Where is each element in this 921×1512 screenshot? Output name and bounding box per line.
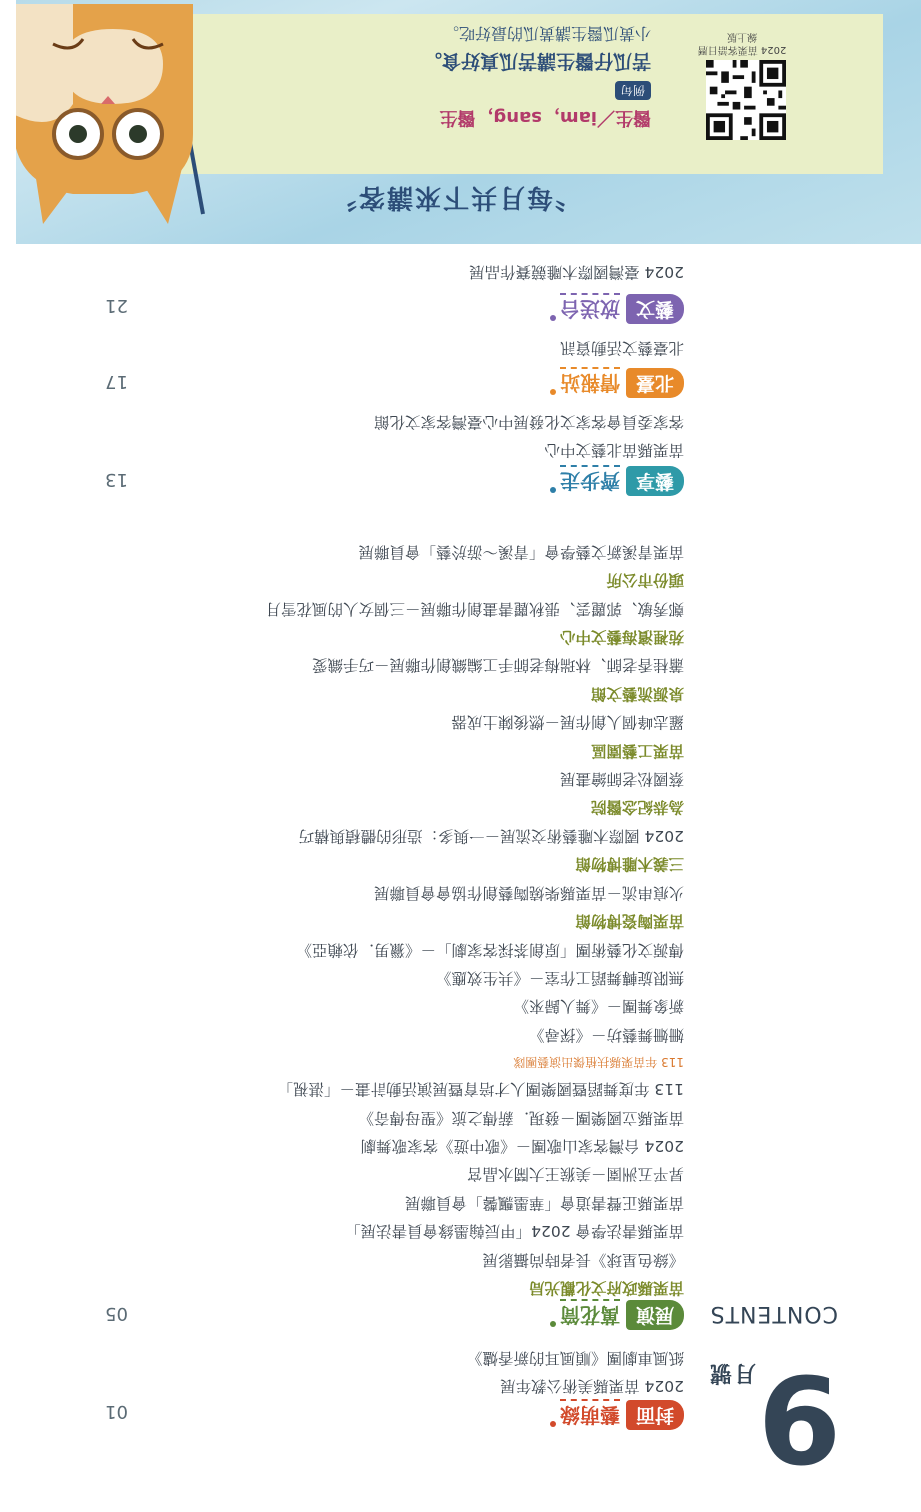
- venue-heading[interactable]: 苗栗陶瓷博物館: [575, 912, 684, 931]
- banner-title: 〝每月共下來講客〞: [328, 182, 581, 212]
- list-item[interactable]: 苗栗縣正聲書道會「華墨飄馨」會員聯展: [404, 1193, 684, 1212]
- section-items-performance: [164, 537, 684, 1302]
- list-item[interactable]: 蕭桂香老師、林瑞梅老師手工編織創作聯展－巧手織愛: [311, 656, 684, 675]
- list-item[interactable]: 苗栗青溪新文藝學會「青溪～游於藝」會員聯展: [358, 542, 684, 561]
- section-title: 齊步走: [560, 465, 620, 497]
- qr-caption: [687, 30, 797, 56]
- list-item[interactable]: 傳源文化藝術團「原創茶採客家劇」－《獵男．依賴亞》: [296, 940, 684, 959]
- section-items-cover: [164, 1343, 684, 1400]
- list-item[interactable]: 紙風車劇團《順風耳的新香爐》: [466, 1348, 684, 1367]
- section-tag: 藝享: [626, 466, 684, 496]
- list-item[interactable]: 羅志峰個人創作展－燃後陳土成器: [451, 713, 684, 732]
- section-title: 情報站: [560, 367, 620, 399]
- venue-heading[interactable]: 三義木雕博物館: [575, 855, 684, 874]
- list-item[interactable]: 北臺藝文活動資訊: [559, 339, 684, 357]
- cat-illustration-icon: [16, 4, 223, 244]
- section-heading-performance[interactable]: [550, 1298, 684, 1332]
- page-number: 01: [105, 1401, 128, 1422]
- section-heading-arts-broadcast[interactable]: [550, 292, 684, 326]
- venue-heading[interactable]: 苑裡濱海藝文中心: [559, 628, 684, 647]
- venue-heading[interactable]: 為恭紀念醫院: [590, 798, 684, 817]
- hakka-banner: [16, 0, 921, 244]
- month-label: 月號: [707, 1360, 756, 1385]
- list-item[interactable]: 苗栗縣書法學會 2024「甲辰翰墨緣會員書法展」: [345, 1222, 684, 1241]
- list-item[interactable]: 113 年度舞蹈暨國樂團人才培育暨展演活動計畫－「湛視」: [277, 1080, 684, 1099]
- section-dot-icon: [550, 315, 556, 321]
- section-tag: 封面: [626, 1400, 684, 1430]
- qr-caption-line: 2024 苗栗客語日曆: [697, 44, 787, 55]
- venue-heading[interactable]: 苗栗工藝園區: [590, 741, 684, 760]
- section-dot-icon: [550, 1321, 556, 1327]
- list-item[interactable]: 姍姍舞藝坊－《探尋》: [528, 1025, 684, 1044]
- list-item[interactable]: 新象舞團－《舞人歸來》: [513, 997, 684, 1016]
- list-item[interactable]: 《綠色星球》長者時尚攝影展: [482, 1250, 684, 1269]
- list-item[interactable]: 昇平五洲園－美猴王大鬧水晶宮: [466, 1165, 684, 1184]
- list-item[interactable]: 無限旋轉舞蹈工作室－《共生效應》: [435, 968, 684, 987]
- banner-author-line: 醫生／iam，sang，醫生: [439, 107, 651, 128]
- list-item[interactable]: 2024 苗栗縣美術公教年展: [500, 1377, 684, 1395]
- section-dot-icon: [550, 1421, 556, 1427]
- section-title: 放送台: [560, 293, 620, 325]
- list-item[interactable]: 火痕串流－苗栗縣柴燒陶藝創作協會會員聯展: [373, 883, 684, 902]
- list-item[interactable]: 2024 臺灣國際木雕競賽作品展: [469, 263, 684, 281]
- section-heading-cover[interactable]: [550, 1398, 684, 1432]
- list-item[interactable]: 苗栗縣苗北藝文中心: [544, 441, 684, 459]
- list-item[interactable]: 苗栗縣立國樂團－發現．薪傳之旅《聖母傳奇》: [358, 1108, 684, 1127]
- section-items-north-info: [164, 334, 684, 362]
- page-number: 17: [105, 371, 128, 392]
- page-number: 05: [105, 1303, 128, 1324]
- month-number: 9: [757, 1347, 841, 1486]
- section-title: 萬花筒: [560, 1299, 620, 1331]
- page-number: 21: [105, 295, 128, 316]
- qr-code-icon[interactable]: [706, 60, 786, 140]
- list-item[interactable]: 蔡國松老師繪畫展: [559, 770, 684, 789]
- contents-label: CONTENTS: [709, 1301, 838, 1326]
- list-item[interactable]: 客家委員會客家文化發展中心臺灣客家文化館: [373, 412, 684, 431]
- page-number: 13: [105, 469, 128, 490]
- section-items-arts-share: [164, 407, 684, 464]
- section-items-arts-broadcast: [164, 258, 684, 286]
- venue-heading[interactable]: 泉源流藝文館: [590, 684, 684, 703]
- section-heading-north-info[interactable]: [550, 366, 684, 400]
- list-item[interactable]: 鄭秀敏、郭麗雲、張秋麗書畫創作聯展－三個女人的風花雪月: [265, 599, 684, 618]
- venue-heading[interactable]: 頭份市公所: [606, 571, 684, 590]
- venue-heading[interactable]: 苗栗縣政府文化觀光局: [528, 1279, 684, 1297]
- section-tag: 北臺: [626, 368, 684, 398]
- sub-heading[interactable]: 113 年苗栗縣扶植傑出演藝團隊: [513, 1054, 684, 1069]
- banner-example-line: 小黃瓜醫生講黃瓜的最好吃。: [442, 24, 651, 43]
- section-dot-icon: [550, 389, 556, 395]
- list-item[interactable]: 2024 國際木雕藝術交流展－一與多：造形的體積與構巧: [298, 826, 684, 845]
- example-badge: 例句: [615, 81, 651, 100]
- banner-example-line: 苦瓜仔醫生講苦瓜真好食。: [422, 50, 651, 72]
- section-tag: 藝文: [626, 294, 684, 324]
- section-title: 藝萌綠: [560, 1399, 620, 1431]
- section-dot-icon: [550, 487, 556, 493]
- qr-caption-line: 線上版: [727, 31, 757, 42]
- list-item[interactable]: 2024 台灣客家山歌團－《歌中遊》客家歌舞劇: [360, 1136, 684, 1155]
- section-tag: 展演: [626, 1300, 684, 1330]
- section-heading-arts-share[interactable]: [550, 464, 684, 498]
